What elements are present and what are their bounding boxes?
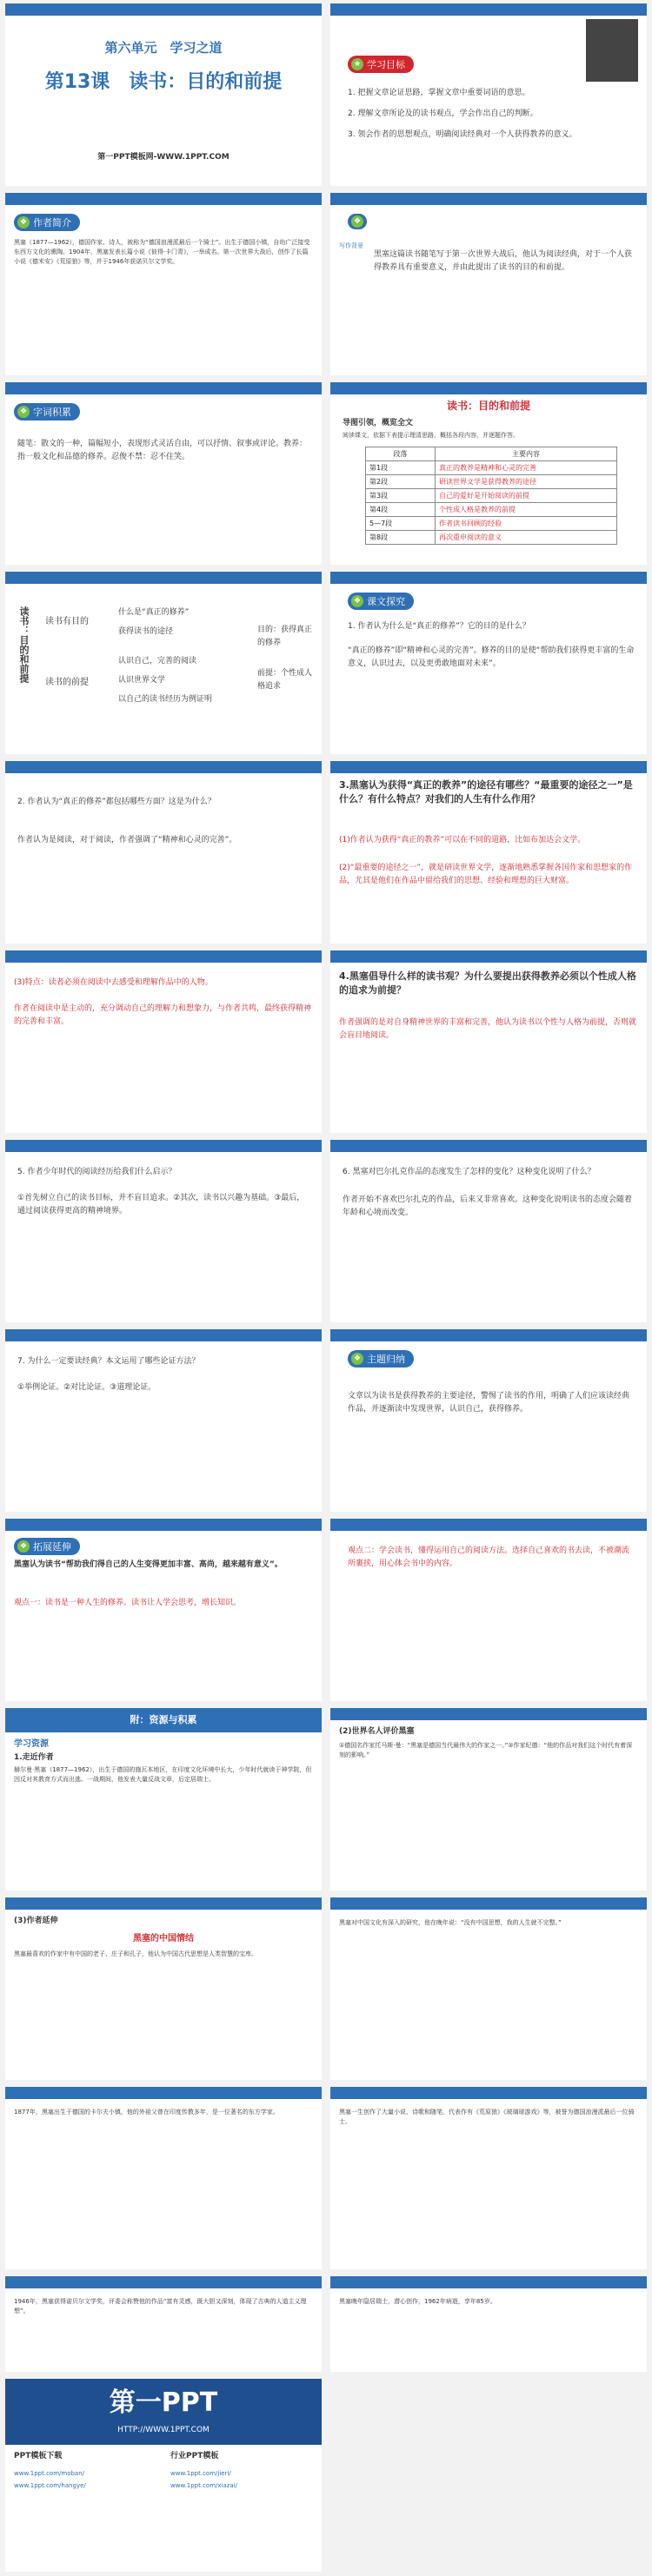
background-body: 黑塞这篇读书随笔写于第一次世界大战后，他认为阅读经典，对于一个人获得教养具有重要意义，并由此提出了读书的目的和前提。	[374, 250, 633, 272]
ad-link[interactable]: www.1ppt.com/hangye/	[14, 2482, 86, 2489]
table-row: 5—7段 作者读书回顾的经验	[366, 517, 617, 531]
slide-background	[330, 193, 647, 375]
resource-body: 赫尔曼·黑塞（1877—1962），出生于德国的施瓦本地区，在印度文化环境中长大，少年时代就读于神学院，但因反对其教育方式而出逃。一战期间，他发表大量反战文章，后定居瑞士。	[14, 1766, 312, 1783]
a7: ①举例论证。②对比论证。③道理论证。	[17, 1383, 156, 1392]
resource-bar: 附：资源与积累	[130, 1714, 197, 1725]
author-pill: ❖ 作者简介	[14, 214, 80, 231]
background-label: 写作背景	[339, 242, 363, 249]
q5: 5. 作者少年时代的阅读经历给我们什么启示？	[17, 1168, 176, 1176]
slide-q3b	[5, 950, 322, 1133]
slide-extend-2	[330, 1519, 647, 1701]
resource-sub: 1.走近作者	[14, 1753, 54, 1762]
slide-goals	[330, 3, 647, 186]
background-pill	[348, 214, 367, 229]
goal-1: 1. 把握文章论证思路，掌握文章中重要词语的意思。	[348, 89, 530, 97]
mindmap-c: 认识自己，完善的阅读	[118, 657, 197, 666]
table-row: 第4段 个性成人格是教养的前提	[366, 503, 617, 517]
a2: 作者认为是阅读，对于阅读，作者强调了“精神和心灵的完善”。	[17, 836, 237, 844]
slide-late	[330, 2276, 647, 2372]
late-body: 黑塞晚年隐居瑞士，潜心创作，1962年病逝，享年85岁。	[339, 2298, 496, 2305]
goals-pill: ★ 学习目标	[348, 56, 414, 73]
q6: 6. 黑塞对巴尔扎克作品的态度发生了怎样的变化？这种变化说明了什么？	[343, 1168, 595, 1176]
structure-subtitle: 导图引领，概览全文	[343, 419, 414, 427]
leaf-icon: ❖	[17, 406, 30, 418]
extend-q: 黑塞认为读书“帮助我们得自己的人生变得更加丰富、高尚，越来越有意义”。	[14, 1560, 283, 1569]
slide-bio	[5, 2087, 322, 2269]
slide-vocab	[5, 382, 322, 565]
q2: 2. 作者认为“真正的修养”都包括哪些方面？这是为什么？	[17, 798, 216, 806]
structure-hint: 阅读课文，依据下表提示理清思路，概括各段内容，并逐题作答。	[343, 432, 519, 439]
mindmap-root: 读书：目的和前提	[18, 606, 30, 683]
leaf-icon: ❖	[351, 595, 363, 607]
slide-q7	[5, 1329, 322, 1512]
goal-3: 3. 领会作者的思想观点，明确阅读经典对一个人获得教养的意义。	[348, 130, 577, 139]
slide-theme	[330, 1329, 647, 1512]
table-row: 第3段 自己的爱好是开始阅读的前提	[366, 489, 617, 503]
a3-2: (2)“最重要的途径之一”，就是研读世界文学，逐渐地熟悉掌握各国作家和思想家的作品，尤其是他们在作品中留给我们的思想、经验和理想的巨大财富。	[339, 864, 633, 885]
nobel-body: 1946年，黑塞获得诺贝尔文学奖，评委会称赞他的作品“富有灵感，既大胆又深刻，体现了古典的人道主义理想”。	[14, 2298, 307, 2314]
slide-author	[5, 193, 322, 375]
ad-col-2: 行业PPT模板	[170, 2452, 219, 2460]
china-title: 黑塞的中国情结	[133, 1934, 194, 1944]
slide-q1	[330, 572, 647, 754]
table-row: 第2段 研读世界文学是获得教养的途径	[366, 475, 617, 489]
a3-1: (1)作者认为获得“真正的教养”可以在不同的道路，比如布加达会文学。	[339, 836, 586, 844]
mindmap-d: 认识世界文学	[118, 676, 166, 685]
china-2-body: 黑塞对中国文化有深入的研究，他在晚年说：“没有中国思想，我的人生就不完整。”	[339, 1919, 562, 1926]
slide-bio-2	[330, 2087, 647, 2269]
table-row: 第1段 真正的教养是精神和心灵的完善	[366, 461, 617, 475]
leaf-icon: ❖	[351, 1353, 363, 1365]
q3: 3.黑塞认为获得“真正的教养”的途径有哪些？“最重要的途径之一”是什么？有什么特点？对我们的人生有什么作用？	[339, 779, 633, 805]
ad-logo: 第一PPT	[109, 2387, 218, 2418]
bio-2-body: 黑塞一生创作了大量小说、诗歌和随笔，代表作有《荒原狼》《玻璃球游戏》等，被誉为德国浪漫派最后一位骑士。	[339, 2109, 635, 2125]
theme-pill: ❖ 主题归纳	[348, 1350, 414, 1367]
slide-q5	[5, 1140, 322, 1322]
mindmap-f: 目的：获得真正的修养	[257, 626, 313, 647]
theme-body: 文章以为读书是获得教养的主要途径，警惕了读书的作用，明确了人们应该读经典作品，并逐渐读中发现世界，认识自己，获得修养。	[348, 1392, 630, 1414]
explore-pill: ❖ 课文探究	[348, 593, 414, 610]
leaf-icon: ❖	[351, 215, 363, 228]
leaf-icon: ❖	[17, 1540, 30, 1553]
mindmap-v1: 读书有目的	[45, 617, 89, 626]
slide-extend	[5, 1519, 322, 1701]
slide-title	[5, 3, 322, 186]
star-icon: ★	[351, 58, 363, 70]
extend-pill: ❖ 拓展延伸	[14, 1538, 80, 1555]
goal-2: 2. 理解文章所论及的读书观点，学会作出自己的判断。	[348, 109, 538, 118]
slide-nobel	[5, 2276, 322, 2372]
extend-2-body: 观点二：学会读书，懂得运用自己的阅读方法。选择自己喜欢的书去读，不被潮流所裹挟，用心体会书中的内容。	[348, 1546, 630, 1568]
mindmap-b: 获得读书的途径	[118, 627, 174, 636]
table-header: 段落 主要内容	[366, 447, 617, 461]
leaf-icon: ❖	[17, 216, 30, 228]
a5: ①首先树立自己的读书目标，并不盲目追求。②其次，读书以兴趣为基础。③最后，通过阅读获得更高的精神境界。	[17, 1194, 305, 1215]
author-portrait	[586, 19, 638, 82]
q1: 1. 作者认为什么是“真正的修养”？它的目的是什么？	[348, 622, 530, 631]
mindmap-g: 前提：个性成人格追求	[257, 669, 313, 691]
ad-url[interactable]: HTTP://WWW.1PPT.COM	[117, 2426, 210, 2434]
mindmap-v2: 读书的前提	[45, 678, 89, 687]
slide-q2	[5, 761, 322, 944]
resource-heading: 学习资源	[14, 1739, 49, 1749]
slide-q6	[330, 1140, 647, 1322]
bio-body: 1877年，黑塞出生于德国的卡尔夫小镇，他的外祖父曾在印度传教多年，是一位著名的东方学家。	[14, 2109, 279, 2116]
a6: 作者开始不喜欢巴尔扎克的作品，后来又非常喜欢。这种变化说明读书的态度会随着年龄和心境而改变。	[343, 1195, 633, 1217]
structure-title: 读书：目的和前提	[446, 400, 530, 412]
vocab-body: 随笔：散文的一种，篇幅短小，表现形式灵活自由，可以抒情、叙事或评论。教养：指一般文化和品德的修养。忍俊不禁：忍不住笑。	[17, 440, 308, 461]
table-row: 第8段 再次重申阅读的意义	[366, 531, 617, 545]
ad-link[interactable]: www.1ppt.com/xiazai/	[170, 2482, 238, 2489]
mindmap-e: 以自己的读书经历为例证明	[118, 695, 213, 704]
slide-china	[5, 1897, 322, 2080]
evaluation-heading: (2)世界名人评价黑塞	[339, 1727, 415, 1736]
evaluation-body: ①德国名作家托马斯·曼：“黑塞是德国当代最伟大的作家之一。”②作家纪德：“他的作品对我们这个时代有着深刻的影响。”	[339, 1742, 633, 1758]
q7: 7. 为什么一定要读经典？本文运用了哪些论证方法？	[17, 1357, 200, 1366]
lesson-title: 第13课 读书：目的和前提	[44, 71, 283, 93]
mindmap-a: 什么是“真正的修养”	[118, 608, 190, 617]
ad-link[interactable]: www.1ppt.com/moban/	[14, 2470, 85, 2477]
ad-col-1: PPT模板下载	[14, 2452, 63, 2460]
extend-a: 观点一：读书是一种人生的修养。读书让人学会思考，增长知识。	[14, 1599, 242, 1607]
slide-evaluation	[330, 1708, 647, 1891]
author-body: 黑塞（1877—1962），德国作家、诗人，被称为“德国浪漫派最后一个骑士”。出生于德国小镇，自幼广泛接受东西方文化的熏陶。1904年，黑塞发表长篇小说《彼得·卡门青》，一举成名。第一次世界大战后，创作了长篇小说《德米安》《荒原狼》等，并于1946年获诺贝尔文学奖。	[14, 239, 310, 265]
slide-q3	[330, 761, 647, 944]
ad-link[interactable]: www.1ppt.com/jieri/	[170, 2470, 231, 2477]
vocab-pill: ❖ 字词积累	[14, 403, 80, 421]
china-heading: (3)作者延伸	[14, 1917, 58, 1925]
china-body: 黑塞最喜欢的作家中有中国的老子、庄子和孔子，他认为中国古代思想是人类智慧的宝库。	[14, 1950, 257, 1957]
structure-table	[365, 447, 617, 545]
slide-q4	[330, 950, 647, 1133]
slide-mindmap	[5, 572, 322, 754]
slide-structure-table	[330, 382, 647, 565]
a3b: 作者在阅读中是主动的，充分调动自己的理解力和想象力，与作者共鸣，最终获得精神的完善和丰富。	[14, 1004, 312, 1026]
footer-ad	[5, 2379, 322, 2572]
q3b: (3)特点：读者必须在阅读中去感受和理解作品中的人物。	[14, 978, 213, 987]
slide-china-2	[330, 1897, 647, 2080]
a4: 作者强调的是对自身精神世界的丰富和完善，他认为读书以个性与人格为前提，否则就会盲目地阅读。	[339, 1018, 637, 1040]
q4: 4.黑塞倡导什么样的读书观？为什么要提出获得教养必须以个性成人格的追求为前提？	[339, 970, 636, 996]
a1: “真正的修养”即“精神和心灵的完善”。修养的目的是使“帮助我们获得更丰富的生命意义，认识过去，以及更勇敢地面对未来”。	[348, 646, 635, 668]
slide-resource	[5, 1708, 322, 1891]
site-label: 第一PPT模板网-WWW.1PPT.COM	[97, 153, 230, 162]
unit-title: 第六单元 学习之道	[104, 40, 223, 56]
